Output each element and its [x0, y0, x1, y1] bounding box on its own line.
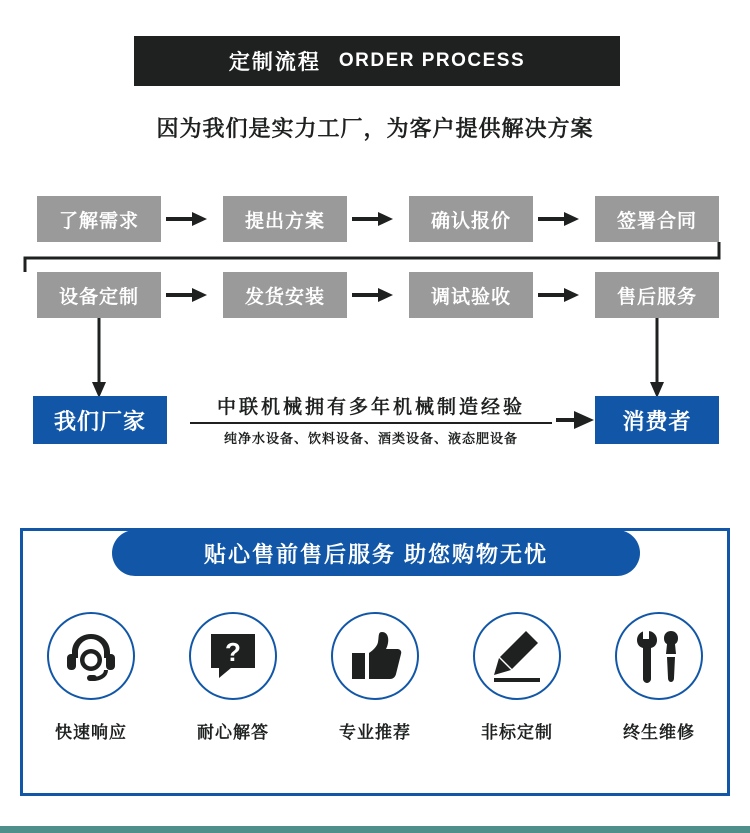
header-title-en: ORDER PROCESS: [338, 50, 526, 71]
service-item-nonstandard-customization: [452, 612, 582, 743]
question-bubble-icon-circle: [189, 612, 277, 700]
subtitle: 因为我们是实力工厂，为客户提供解决方案: [156, 116, 594, 141]
service-item-label: 非标定制: [481, 723, 553, 742]
service-item-label: 终生维修: [623, 723, 695, 742]
arrow-right-icon: [166, 288, 208, 302]
flow-step-after-sales-service: 售后服务: [595, 272, 719, 318]
arrow-right-icon: [352, 288, 394, 302]
flow-step-confirm-quote: 确认报价: [409, 196, 533, 242]
middle-subline: 纯净水设备、饮料设备、酒类设备、液态肥设备: [223, 431, 518, 446]
pencil-icon: [492, 629, 542, 683]
headset-icon: [63, 630, 119, 682]
flow-step-commissioning-acceptance: 调试验收: [409, 272, 533, 318]
flow-step-shipping-installation: 发货安装: [223, 272, 347, 318]
arrow-right-icon: [538, 212, 580, 226]
middle-headline: 中联机械拥有多年机械制造经验: [216, 397, 525, 418]
service-item-label: 专业推荐: [339, 723, 411, 742]
header-title-cn: 定制流程: [228, 51, 321, 74]
service-item-professional-recommendation: [310, 612, 440, 743]
pencil-icon-circle: [473, 612, 561, 700]
arrow-right-icon: [538, 288, 580, 302]
header-banner: [134, 36, 620, 86]
wrench-screwdriver-icon-circle: [615, 612, 703, 700]
flow-step-propose-plan: 提出方案: [223, 196, 347, 242]
badge-our-factory: 我们厂家: [33, 396, 167, 444]
question-bubble-icon: [206, 630, 260, 682]
service-item-label: 快速响应: [55, 723, 127, 742]
flow-step-equipment-customization: 设备定制: [37, 272, 161, 318]
bottom-edge-strip: [0, 826, 750, 833]
svg-text:?: ?: [225, 637, 241, 667]
service-item-fast-response: [26, 612, 156, 743]
service-card-title: 贴心售前售后服务 助您购物无忧: [112, 530, 640, 576]
arrow-right-icon: [166, 212, 208, 226]
flow-step-sign-contract: 签署合同: [595, 196, 719, 242]
divider: [190, 422, 552, 424]
wrench-screwdriver-icon: [633, 629, 685, 683]
headset-icon-circle: [47, 612, 135, 700]
thumbs-up-icon: [348, 629, 402, 683]
badge-consumer: 消费者: [595, 396, 719, 444]
service-item-label: 耐心解答: [197, 723, 269, 742]
flow-step-understand-needs: 了解需求: [37, 196, 161, 242]
arrow-right-icon: [352, 212, 394, 226]
thumbs-up-icon-circle: [331, 612, 419, 700]
service-item-patient-answers: [168, 612, 298, 743]
service-item-lifetime-maintenance: [594, 612, 724, 743]
service-item-list: [20, 612, 730, 743]
